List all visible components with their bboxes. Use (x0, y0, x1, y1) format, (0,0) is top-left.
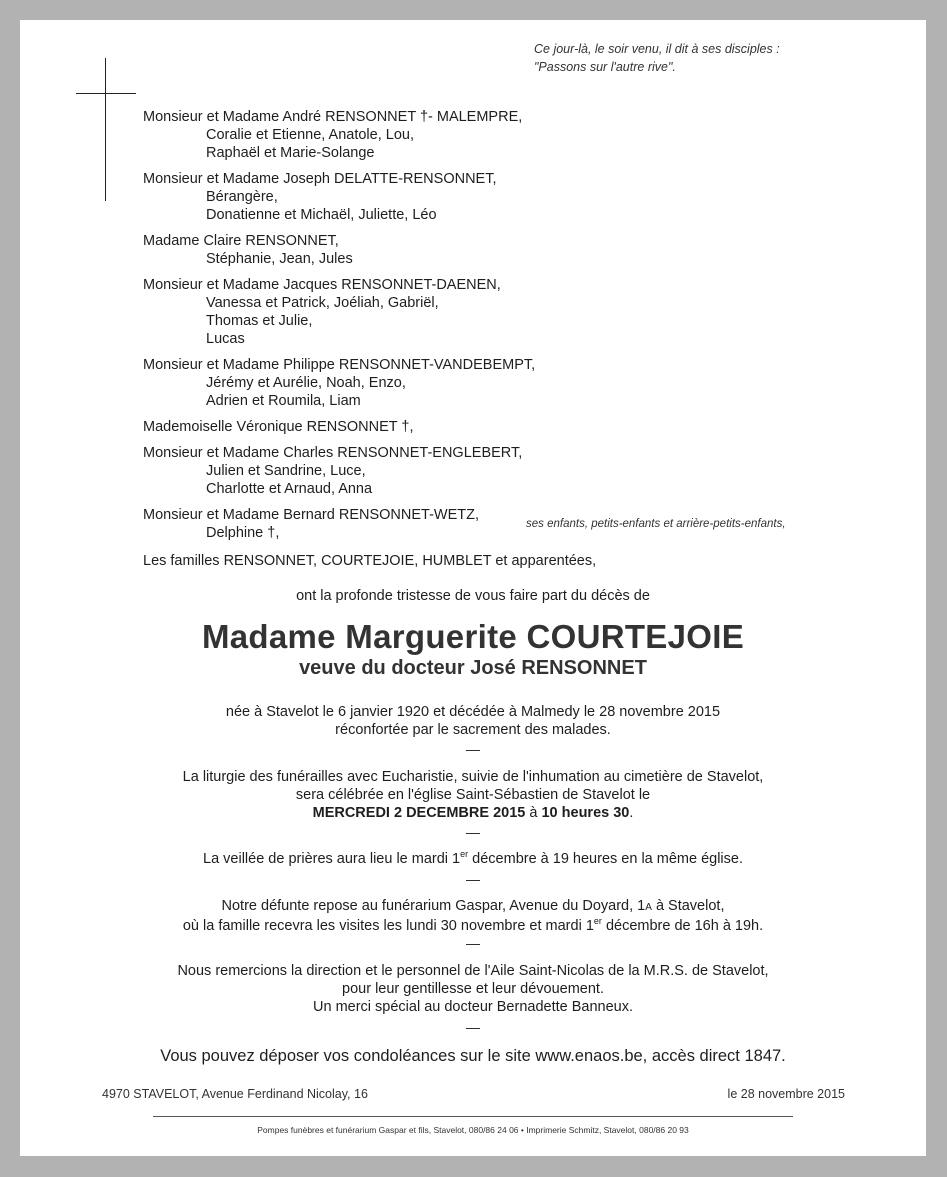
family-group-member: Charlotte et Arnaud, Anna (206, 481, 373, 497)
scripture-quote (534, 40, 780, 76)
address: 4970 STAVELOT, Avenue Ferdinand Nicolay, 16 (102, 1087, 368, 1101)
family-group-member: Vanessa et Patrick, Joéliah, Gabriël, (206, 295, 439, 311)
family-group-member: Adrien et Roumila, Liam (206, 393, 361, 409)
announcement-intro: ont la profonde tristesse de vous faire part du décès de (296, 588, 650, 604)
familles-line: Les familles RENSONNET, COURTEJOIE, HUMBLET et apparentées, (143, 553, 597, 569)
cross-icon-bar (76, 93, 136, 94)
quote-line-2: "Passons sur l'autre rive". (534, 60, 676, 74)
family-group-member: Bérangère, (206, 189, 278, 205)
veillee-sup: er (460, 849, 469, 859)
veillee-after: décembre à 19 heures en la même église. (472, 851, 743, 867)
funerarium-line-2-before: où la famille recevra les visites les lundi 30 novembre et mardi 1 (182, 918, 594, 934)
deceased-widow-of: veuve du docteur José RENSONNET (299, 657, 647, 679)
family-group-member: Raphaël et Marie-Solange (206, 145, 375, 161)
quote-line-1: Ce jour-là, le soir venu, il dit à ses disciples : (534, 42, 780, 56)
family-group-member: Delphine †, (206, 525, 280, 541)
funerarium-line-2-sup: er (593, 916, 602, 926)
funeral-a: à (529, 805, 538, 821)
family-group-head: Monsieur et Madame Joseph DELATTE-RENSONNET, (143, 171, 497, 187)
family-group-member: Stéphanie, Jean, Jules (206, 251, 353, 267)
family-group (143, 276, 863, 348)
footer-rule (153, 1116, 793, 1117)
funerarium-info (20, 897, 926, 935)
funeral-line-2: sera célébrée en l'église Saint-Sébastien de Stavelot le (295, 787, 651, 803)
funeral-time: 10 heures 30 (541, 805, 630, 821)
cross-icon (105, 58, 106, 201)
family-group-member: Julien et Sandrine, Luce, (206, 463, 366, 479)
funeral-day: MERCREDI 2 DECEMBRE 2015 (312, 805, 526, 821)
separator-dash: — (466, 935, 480, 951)
funeral-info (20, 768, 926, 822)
separator-dash: — (466, 1019, 480, 1035)
thanks-line-3: Un merci spécial au docteur Bernadette Banneux. (313, 999, 633, 1015)
condoleances-line: Vous pouvez déposer vos condoléances sur le site www.enaos.be, accès direct 1847. (160, 1047, 786, 1065)
thanks-line-1: Nous remercions la direction et le personnel de l'Aile Saint-Nicolas de la M.R.S. de Stavelot, (177, 963, 769, 979)
funerarium-line-1-sc: A (645, 902, 652, 913)
family-group-head: Monsieur et Madame André RENSONNET †- MALEMPRE, (143, 109, 523, 125)
deceased-name: Madame Marguerite COURTEJOIE (201, 618, 745, 655)
thanks-info (20, 962, 926, 1016)
separator-dash: — (466, 871, 480, 887)
funerarium-line-1-before: Notre défunte repose au funérarium Gaspar, Avenue du Doyard, 1 (221, 898, 646, 914)
footer-credits: Pompes funèbres et funérarium Gaspar et fils, Stavelot, 080/86 24 06 • Imprimerie Schmitz, Stavelot, 080/86 20 93 (257, 1125, 689, 1135)
enfants-label: ses enfants, petits-enfants et arrière-petits-enfants, (526, 518, 786, 530)
funeral-line-1: La liturgie des funérailles avec Eucharistie, suivie de l'inhumation au cimetière de Stavelot, (182, 769, 764, 785)
funerarium-line-1-after: à Stavelot, (655, 898, 725, 914)
birth-death-info (20, 703, 926, 739)
birth-line-2: réconfortée par le sacrement des malades. (335, 722, 611, 738)
family-group-head: Monsieur et Madame Philippe RENSONNET-VANDEBEMPT, (143, 357, 536, 373)
family-group-member: Jérémy et Aurélie, Noah, Enzo, (206, 375, 406, 391)
family-group (143, 170, 863, 224)
family-group (143, 356, 863, 410)
funeral-line-3 (20, 804, 926, 822)
veillee-before: La veillée de prières aura lieu le mardi 1 (203, 851, 461, 867)
funerarium-line-1 (20, 897, 926, 917)
funerarium-line-2-after: décembre de 16h à 19h. (605, 918, 764, 934)
date: le 28 novembre 2015 (727, 1087, 845, 1101)
family-list (143, 108, 863, 550)
separator-dash: — (466, 741, 480, 757)
family-group-head: Madame Claire RENSONNET, (143, 233, 339, 249)
family-group-head: Monsieur et Madame Bernard RENSONNET-WETZ, (143, 507, 480, 523)
family-group-member: Lucas (206, 331, 245, 347)
family-group (143, 232, 863, 268)
family-group (143, 444, 863, 498)
separator-dash: — (466, 824, 480, 840)
family-group-member: Donatienne et Michaël, Juliette, Léo (206, 207, 437, 223)
family-group (143, 418, 863, 436)
veillee-info (20, 850, 926, 868)
birth-line-1: née à Stavelot le 6 janvier 1920 et décédée à Malmedy le 28 novembre 2015 (225, 704, 721, 720)
family-group (143, 108, 863, 162)
family-group-head: Monsieur et Madame Jacques RENSONNET-DAENEN, (143, 277, 501, 293)
funerarium-line-2 (20, 917, 926, 935)
thanks-line-2: pour leur gentillesse et leur dévouement. (342, 981, 604, 997)
family-group-member: Coralie et Etienne, Anatole, Lou, (206, 127, 414, 143)
funeral-end: . (629, 805, 634, 821)
family-group-head: Monsieur et Madame Charles RENSONNET-ENGLEBERT, (143, 445, 523, 461)
family-group-head: Mademoiselle Véronique RENSONNET †, (143, 419, 414, 435)
family-group-member: Thomas et Julie, (206, 313, 313, 329)
